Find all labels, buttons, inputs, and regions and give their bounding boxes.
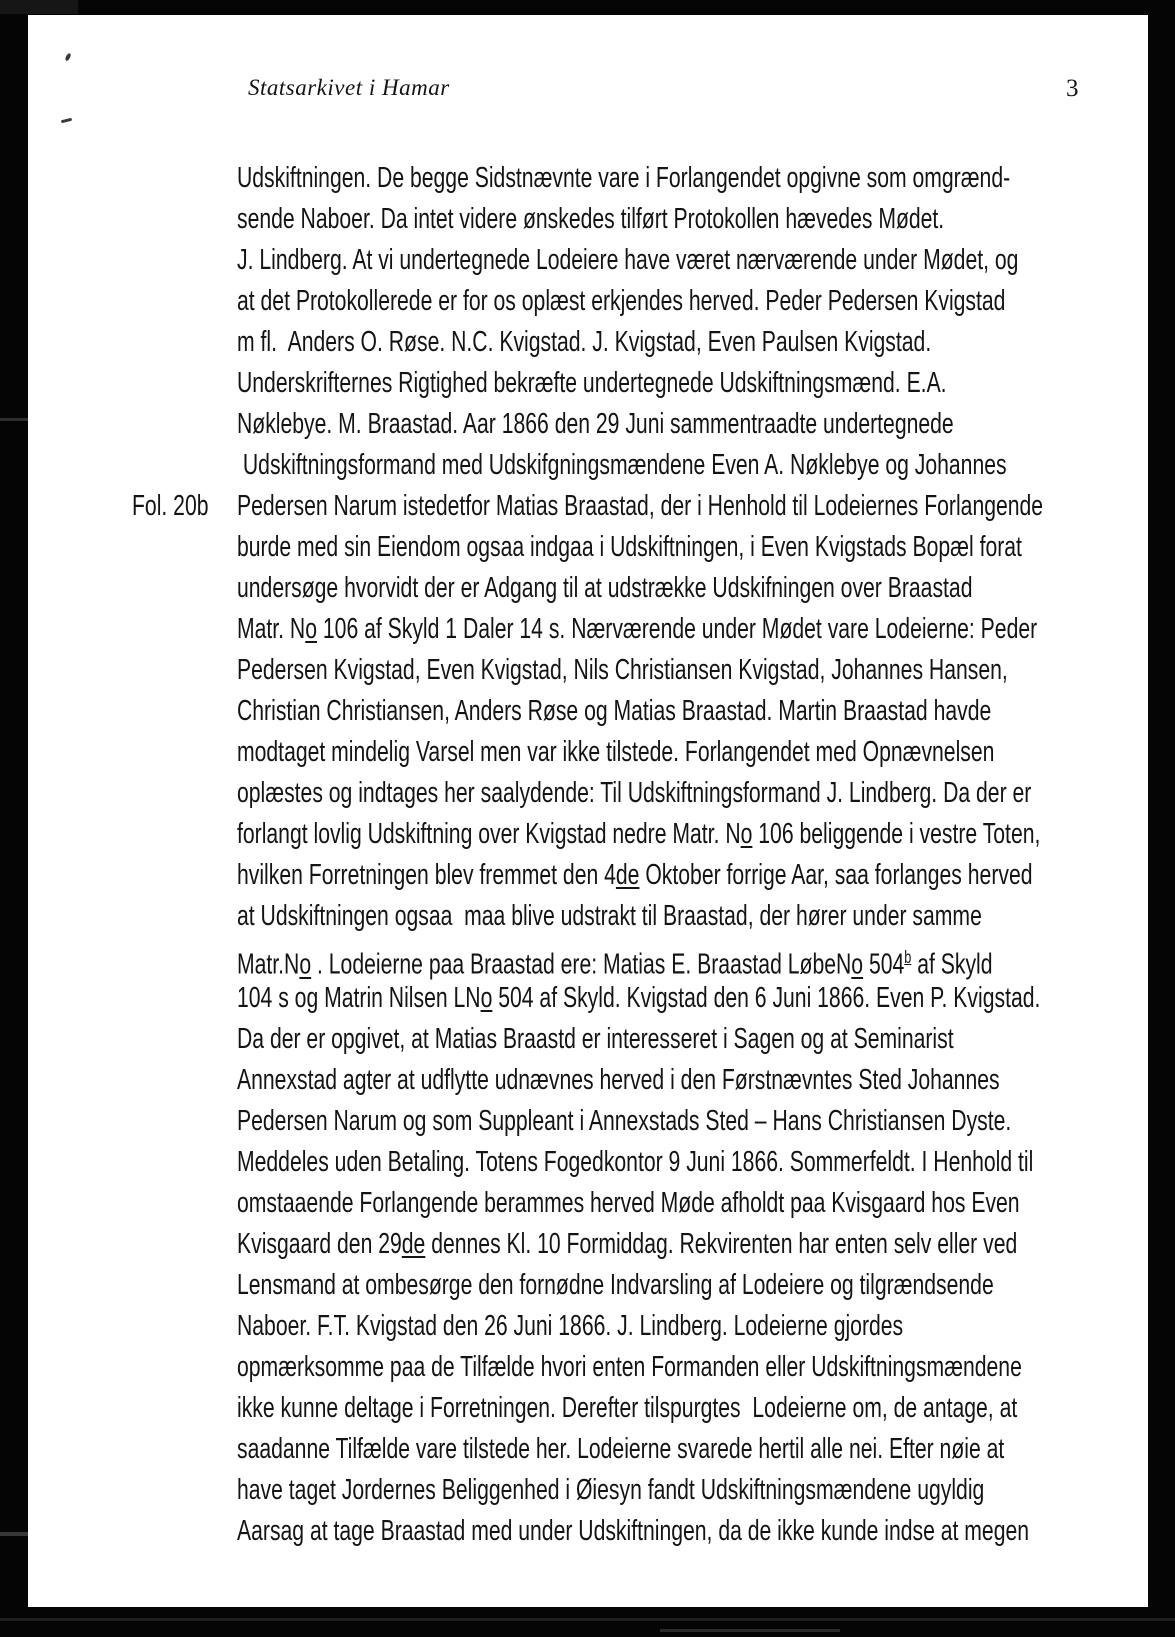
text-line: sende Naboer. Da intet videre ønskedes tilført Protokollen hævedes Mødet. xyxy=(237,203,945,235)
text-line: Underskrifternes Rigtighed bekræfte undertegnede Udskiftningsmænd. E.A. xyxy=(237,367,947,399)
archive-title: Statsarkivet i Hamar xyxy=(248,75,450,100)
text-line: Da der er opgivet, at Matias Braastd er interesseret i Sagen og at Seminarist xyxy=(237,1023,954,1055)
ink-speck xyxy=(65,53,72,62)
text-line: Christian Christiansen, Anders Røse og Matias Braastad. Martin Braastad havde xyxy=(237,695,992,727)
text-line: have taget Jordernes Beliggenhed i Øiesyn fandt Udskiftningsmændene ugyldig xyxy=(237,1474,985,1506)
scan-noise-streak xyxy=(0,1618,1175,1621)
text-line: forlangt lovlig Udskiftning over Kvigstad nedre Matr. No 106 beliggende i vestre Toten, xyxy=(237,818,1041,850)
text-line: Kvisgaard den 29de dennes Kl. 10 Formiddag. Rekvirenten har enten selv eller ved xyxy=(237,1228,1018,1260)
text-line: modtaget mindelig Varsel men var ikke tilstede. Forlangendet med Opnævnelsen xyxy=(237,736,995,768)
document-page xyxy=(28,15,1148,1607)
text-line: at det Protokollerede er for os oplæst erkjendes herved. Peder Pedersen Kvigstad xyxy=(237,285,1006,317)
page-number: 3 xyxy=(1066,75,1079,102)
text-line: Matr.No . Lodeierne paa Braastad ere: Matias E. Braastad LøbeNo 504$^b$ af Skyld xyxy=(237,947,993,981)
text-line: Meddeles uden Betaling. Totens Fogedkontor 9 Juni 1866. Sommerfeldt. I Henhold til xyxy=(237,1146,1034,1178)
text-line: Annexstad agter at udflytte udnævnes herved i den Førstnævntes Sted Johannes xyxy=(237,1064,1000,1096)
body-text xyxy=(237,158,1148,1552)
scan-noise-streak xyxy=(0,418,30,421)
text-line: omstaaende Forlangende berammes herved Møde afholdt paa Kvisgaard hos Even xyxy=(237,1187,1020,1219)
folio-margin-note-label: Fol. 20b xyxy=(132,490,209,522)
text-line: Aarsag at tage Braastad med under Udskiftningen, da de ikke kunde indse at megen xyxy=(237,1515,1030,1547)
text-line: Naboer. F.T. Kvigstad den 26 Juni 1866. J. Lindberg. Lodeierne gjordes xyxy=(237,1310,904,1342)
text-line: oplæstes og indtages her saalydende: Til Udskiftningsformand J. Lindberg. Da der er xyxy=(237,777,1032,809)
text-line: saadanne Tilfælde vare tilstede her. Lodeierne svarede hertil alle nei. Efter nøie at xyxy=(237,1433,1005,1465)
scan-noise-streak xyxy=(0,0,78,14)
text-line: Udskiftningsformand med Udskifgningsmændene Even A. Nøklebye og Johannes xyxy=(237,449,1007,481)
ink-speck xyxy=(61,118,72,124)
text-line: m fl. Anders O. Røse. N.C. Kvigstad. J. Kvigstad, Even Paulsen Kvigstad. xyxy=(237,326,932,358)
folio-margin-note xyxy=(84,445,237,522)
text-line: ikke kunne deltage i Forretningen. Derefter tilspurgtes Lodeierne om, de antage, at xyxy=(237,1392,1018,1424)
text-line: J. Lindberg. At vi undertegnede Lodeiere have været nærværende under Mødet, og xyxy=(237,244,1019,276)
text-line: Udskiftningen. De begge Sidstnævnte vare i Forlangendet opgivne som omgrænd- xyxy=(237,162,1011,194)
text-line: Pedersen Kvigstad, Even Kvigstad, Nils Christiansen Kvigstad, Johannes Hansen, xyxy=(237,654,1008,686)
scan-noise-streak xyxy=(660,1629,840,1632)
text-line: Pedersen Narum istedetfor Matias Braastad, der i Henhold til Lodeiernes Forlangende xyxy=(237,490,1044,522)
text-line: Nøklebye. M. Braastad. Aar 1866 den 29 Juni sammentraadte undertegnede xyxy=(237,408,954,440)
text-line: Matr. No 106 af Skyld 1 Daler 14 s. Nærværende under Mødet vare Lodeierne: Peder xyxy=(237,613,1038,645)
text-line: opmærksomme paa de Tilfælde hvori enten Formanden eller Udskiftningsmændene xyxy=(237,1351,1022,1383)
text-line: 104 s og Matrin Nilsen LNo 504 af Skyld. Kvigstad den 6 Juni 1866. Even P. Kvigstad. xyxy=(237,982,1041,1014)
text-line: hvilken Forretningen blev fremmet den 4de Oktober forrige Aar, saa forlanges herved xyxy=(237,859,1033,891)
text-line: burde med sin Eiendom ogsaa indgaa i Udskiftningen, i Even Kvigstads Bopæl forat xyxy=(237,531,1022,563)
text-line: Pedersen Narum og som Suppleant i Annexstads Sted – Hans Christiansen Dyste. xyxy=(237,1105,1012,1137)
text-line: undersøge hvorvidt der er Adgang til at udstrække Udskifningen over Braastad xyxy=(237,572,973,604)
text-line: Lensmand at ombesørge den fornødne Indvarsling af Lodeiere og tilgrændsende xyxy=(237,1269,994,1301)
text-line: at Udskiftningen ogsaa maa blive udstrakt til Braastad, der hører under samme xyxy=(237,900,982,932)
